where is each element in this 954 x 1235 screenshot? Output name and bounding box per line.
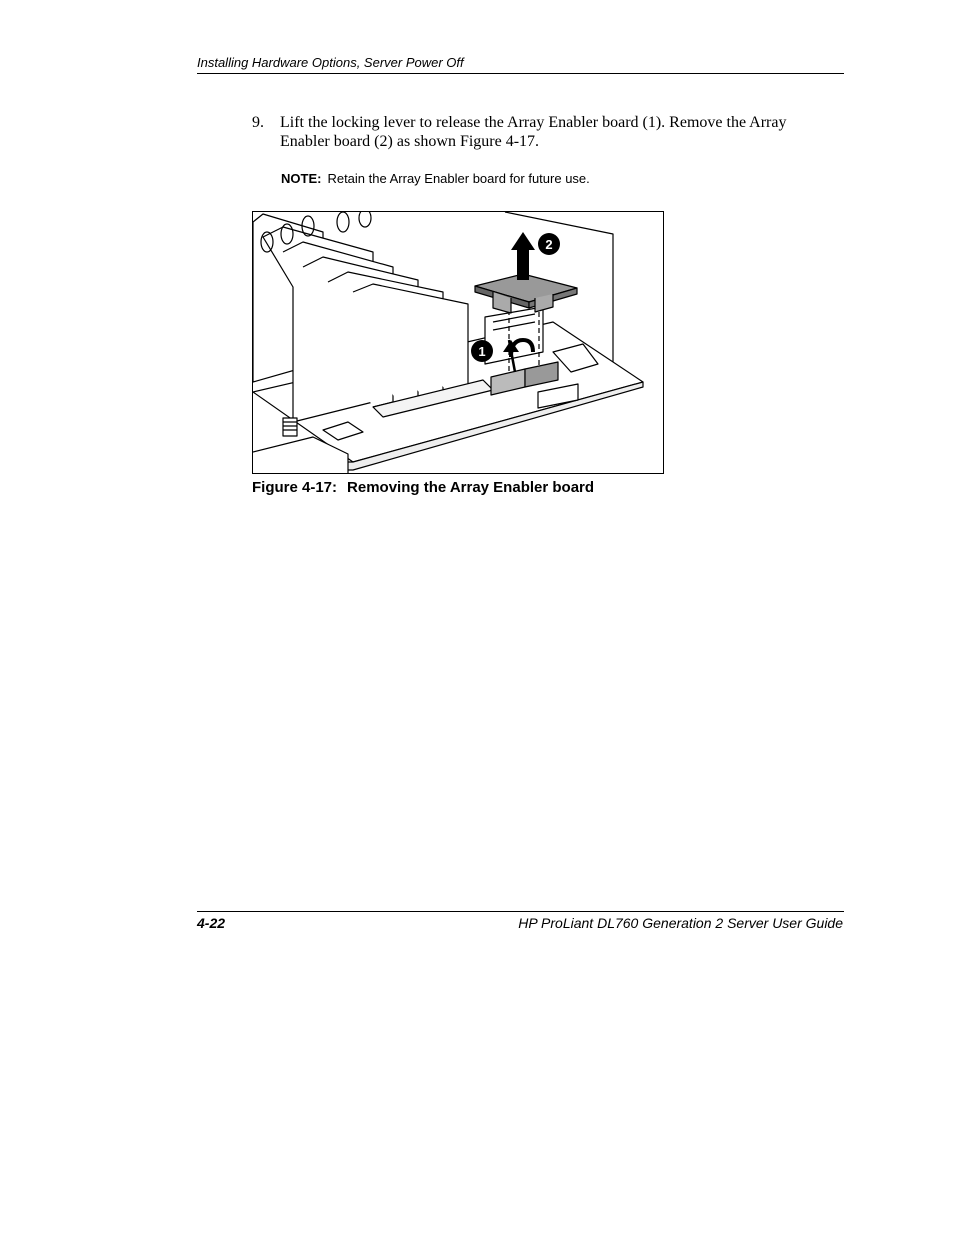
figure-caption	[252, 479, 594, 496]
svg-text:1: 1	[478, 344, 486, 359]
figure-illustration	[252, 211, 664, 474]
callout-1	[471, 340, 493, 362]
header-rule	[197, 73, 844, 74]
figure-caption-text: Removing the Array Enabler board	[347, 479, 595, 496]
note	[281, 171, 590, 186]
step-number: 9.	[252, 114, 264, 131]
footer-rule	[197, 911, 844, 912]
running-header: Installing Hardware Options, Server Power Off	[197, 55, 464, 70]
step-text: Lift the locking lever to release the Array Enabler board (1). Remove the Array Enabler board (2) as shown Figure 4-17.	[280, 114, 787, 150]
figure-caption-number: Figure 4-17:	[252, 479, 338, 496]
svg-text:2: 2	[545, 237, 553, 252]
note-text: Retain the Array Enabler board for future use.	[327, 171, 590, 186]
callout-2	[538, 233, 560, 255]
page-number: 4-22	[197, 915, 226, 931]
note-label: NOTE:	[281, 171, 322, 186]
array-enabler-removal-illustration	[253, 212, 663, 473]
footer-doc-title: HP ProLiant DL760 Generation 2 Server User Guide	[518, 915, 843, 931]
